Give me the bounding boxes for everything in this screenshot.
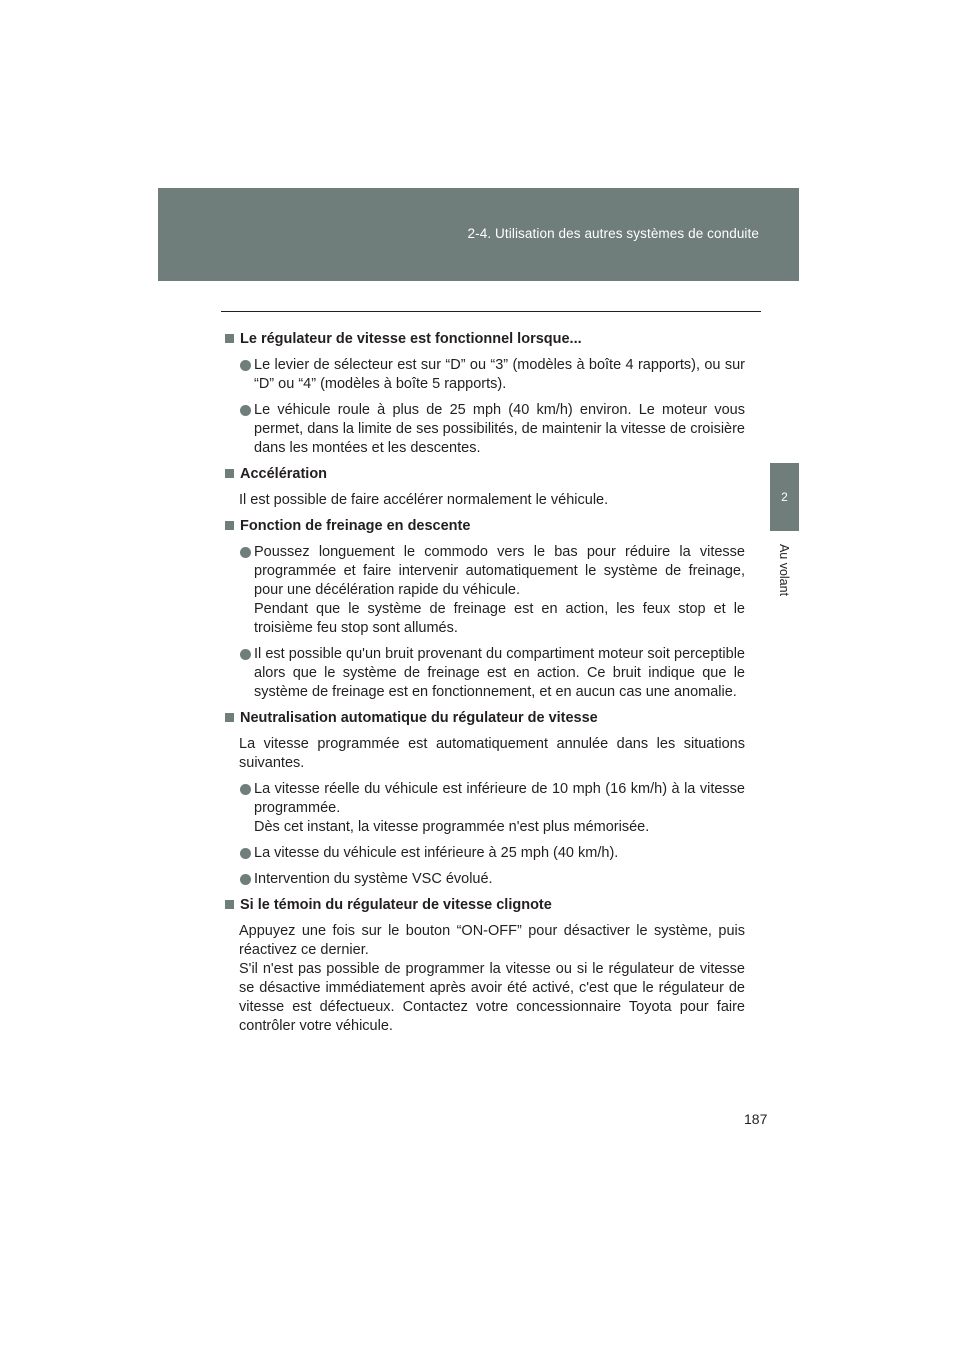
section-heading — [225, 465, 745, 484]
round-bullet-icon — [240, 360, 251, 371]
bullet-item — [225, 870, 745, 889]
text-line: Il est possible de faire accélérer normalement le véhicule. — [239, 492, 609, 508]
text-line: Dès cet instant, la vitesse programmée n'est plus mémorisée. — [254, 819, 650, 835]
section — [225, 465, 745, 510]
page-header-bar — [158, 188, 799, 281]
chapter-label: Au volant — [777, 543, 791, 597]
text-line: Poussez longuement le commodo vers le bas pour réduire la vitesse programmée et faire intervenir automatiquement le système de freinage, pour une décélération rapide du véhicule. — [254, 544, 745, 598]
page-number: 187 — [744, 1111, 768, 1127]
square-bullet-icon — [225, 900, 234, 909]
section — [225, 896, 745, 1036]
section-heading-text: Neutralisation automatique du régulateur de vitesse — [240, 710, 598, 726]
section-heading — [225, 330, 745, 349]
section-heading-text: Si le témoin du régulateur de vitesse clignote — [240, 897, 552, 913]
paragraph — [239, 735, 745, 773]
text-line: La vitesse réelle du véhicule est inférieure de 10 mph (16 km/h) à la vitesse programmée. — [254, 781, 745, 816]
bullet-item — [225, 356, 745, 394]
square-bullet-icon — [225, 334, 234, 343]
square-bullet-icon — [225, 521, 234, 530]
round-bullet-icon — [240, 784, 251, 795]
round-bullet-icon — [240, 848, 251, 859]
square-bullet-icon — [225, 713, 234, 722]
round-bullet-icon — [240, 649, 251, 660]
chapter-tab — [770, 463, 799, 531]
paragraph — [239, 491, 745, 510]
text-line: Le véhicule roule à plus de 25 mph (40 km/h) environ. Le moteur vous permet, dans la limite de ses possibilités, de maintenir la vitesse de croisière dans les montées et les descentes. — [254, 402, 745, 456]
chapter-number: 2 — [781, 490, 788, 504]
section-heading-text: Le régulateur de vitesse est fonctionnel lorsque... — [240, 331, 582, 347]
paragraph — [239, 922, 745, 1036]
bullet-item — [225, 780, 745, 837]
round-bullet-icon — [240, 405, 251, 416]
text-line: La vitesse programmée est automatiquement annulée dans les situations suivantes. — [239, 736, 745, 771]
bullet-item — [225, 543, 745, 638]
round-bullet-icon — [240, 874, 251, 885]
bullet-item — [225, 645, 745, 702]
section — [225, 517, 745, 702]
section-title: 2-4. Utilisation des autres systèmes de conduite — [467, 226, 759, 241]
section-heading-text: Accélération — [240, 466, 328, 482]
text-line: La vitesse du véhicule est inférieure à 25 mph (40 km/h). — [254, 845, 619, 861]
bullet-item — [225, 401, 745, 458]
text-line: S'il n'est pas possible de programmer la vitesse ou si le régulateur de vitesse se désactive immédiatement après avoir été activé, c'est que le régulateur de vitesse est défectueux. Contactez votre concessionnaire Toyota pour faire contrôler votre véhicule. — [239, 961, 745, 1034]
square-bullet-icon — [225, 469, 234, 478]
bullet-item — [225, 844, 745, 863]
text-line: Le levier de sélecteur est sur “D” ou “3” (modèles à boîte 4 rapports), ou sur “D” ou “4” (modèles à boîte 5 rapports). — [254, 357, 745, 392]
text-line: Appuyez une fois sur le bouton “ON-OFF” pour désactiver le système, puis réactivez ce dernier. — [239, 923, 745, 958]
section-heading-text: Fonction de freinage en descente — [240, 518, 471, 534]
round-bullet-icon — [240, 547, 251, 558]
section — [225, 330, 745, 458]
section-heading — [225, 896, 745, 915]
text-line: Intervention du système VSC évolué. — [254, 871, 493, 887]
section — [225, 709, 745, 889]
text-line: Il est possible qu'un bruit provenant du compartiment moteur soit perceptible alors que le système de freinage est en action. Ce bruit indique que le système de freinage est en fonctionnement, et en aucun cas une anomalie. — [254, 646, 745, 700]
header-divider — [221, 311, 761, 312]
text-line: Pendant que le système de freinage est en action, les feux stop et le troisième feu stop sont allumés. — [254, 601, 745, 636]
section-heading — [225, 517, 745, 536]
section-heading — [225, 709, 745, 728]
main-content — [225, 330, 745, 1043]
